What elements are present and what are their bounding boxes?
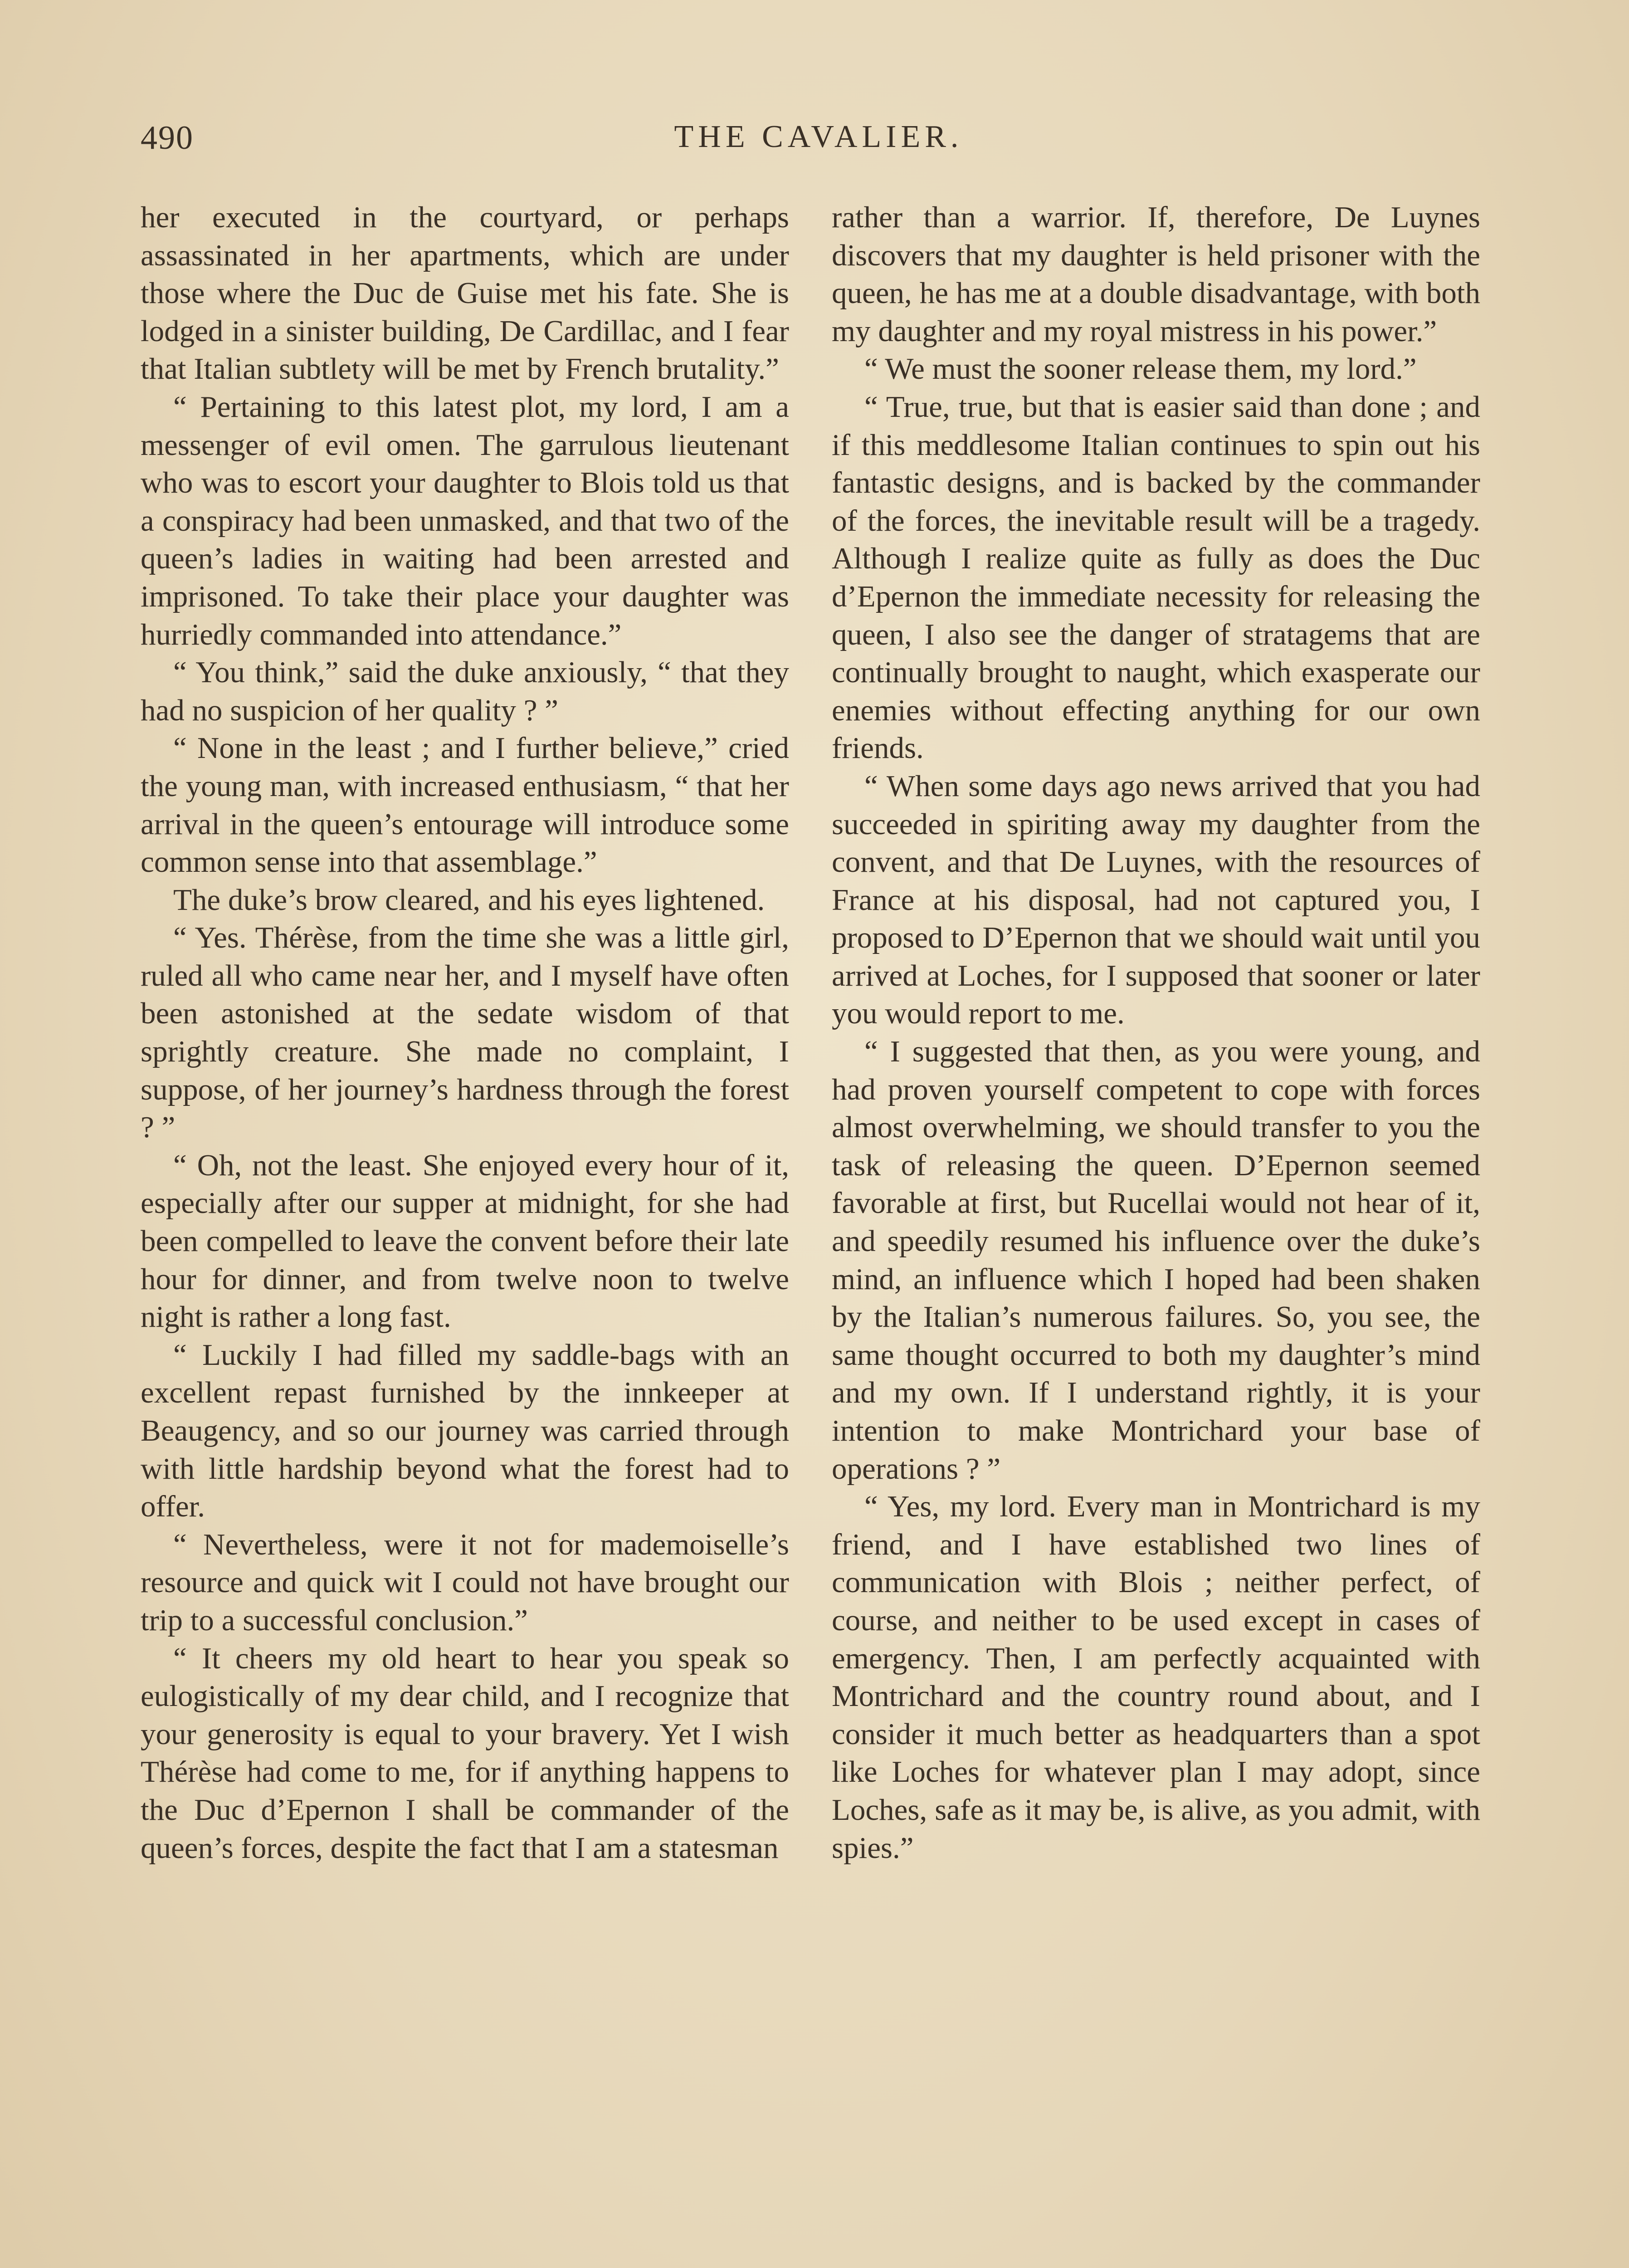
paragraph: “ Luckily I had filled my saddle-bags with an excellent repast furnished by the innkeeper at Beaugency, and so our journey was carried through with little hardship beyond what the forest had to offer. bbox=[141, 1338, 789, 1524]
paragraph: “ Nevertheless, were it not for mademoiselle’s resource and quick wit I could not have brought our trip to a successful conclusion.” bbox=[141, 1527, 789, 1637]
paragraph: “ I suggested that then, as you were young, and had proven yourself competent to cope with forces almost overwhelming, we should transfer to you the task of releasing the queen. D’Epernon seemed favorable at first, but Rucellai would not hear of it, and speedily resumed his influence over the duke’s mind, an influence which I hoped had been shaken by the Italian’s numerous failures. So, you see, the same thought occurred to both my daughter’s mind and my own. If I understand rightly, it is your intention to make Montrichard your base of operations ? ” bbox=[832, 1035, 1480, 1486]
paragraph: “ When some days ago news arrived that you had succeeded in spiriting away my daughter from the convent, and that De Luynes, with the resources of France at his disposal, had not captured you, I proposed to D’Epernon that we should wait until you arrived at Loches, for I supposed that sooner or later you would report to me. bbox=[832, 769, 1480, 1031]
paragraph: “ Yes. Thérèse, from the time she was a little girl, ruled all who came near her, and I myself have often been astonished at the sedate wisdom of that sprightly creature. She made no complaint, I suppose, of her journey’s hardness through the forest ? ” bbox=[141, 921, 789, 1144]
paragraph: The duke’s brow cleared, and his eyes lightened. bbox=[173, 883, 765, 917]
paragraph: “ You think,” said the duke anxiously, “ that they had no suspicion of her quality ? ” bbox=[141, 655, 789, 727]
paragraph: rather than a warrior. If, therefore, De Luynes discovers that my daughter is held prisoner with the queen, he has me at a double disadvantage, with both my daughter and my royal mistress in his power.” bbox=[832, 200, 1480, 348]
page-header bbox=[141, 119, 1497, 169]
paragraph: “ Oh, not the least. She enjoyed every hour of it, especially after our supper at midnight, for she had been compelled to leave the convent before their late hour for dinner, and from twelve noon to twelve night is rather a long fast. bbox=[141, 1148, 789, 1334]
paragraph: “ Yes, my lord. Every man in Montrichard is my friend, and I have established two lines of communication with Blois ; neither perfect, of course, and neither to be used except in cases of emergency. Then, I am perfectly acquainted with Montrichard and the country round about, and I consider it much better as headquarters than a spot like Loches for whatever plan I may adopt, since Loches, safe as it may be, is alive, as you admit, with spies.” bbox=[832, 1490, 1480, 1865]
paragraph: “ None in the least ; and I further believe,” cried the young man, with increased enthusiasm, “ that her arrival in the queen’s entourage will introduce some common sense into that assemblage.” bbox=[141, 731, 789, 879]
right-text-column bbox=[832, 199, 1480, 1867]
paragraph: “ We must the sooner release them, my lord.” bbox=[864, 352, 1417, 386]
left-text-column bbox=[141, 199, 789, 1867]
paragraph: “ Pertaining to this latest plot, my lord, I am a messenger of evil omen. The garrulous lieutenant who was to escort your daughter to Blois told us that a conspiracy had been unmasked, and that two of the queen’s ladies in waiting had been arrested and imprisoned. To take their place your daughter was hurriedly commanded into attendance.” bbox=[141, 390, 789, 651]
running-title: THE CAVALIER. bbox=[674, 119, 963, 154]
paragraph: “ It cheers my old heart to hear you speak so eulogistically of my dear child, and I recognize that your generosity is equal to your bravery. Yet I wish Thérèse had come to me, for if anything happens to the Duc d’Epernon I shall be commander of the queen’s forces, despite the fact that I am a statesman bbox=[141, 1641, 789, 1865]
paragraph: “ True, true, but that is easier said than done ; and if this meddlesome Italian continues to spin out his fantastic designs, and is backed by the commander of the forces, the inevitable result will be a tragedy. Although I realize quite as fully as does the Duc d’Epernon the immediate necessity for releasing the queen, I also see the danger of stratagems that are continually brought to naught, which exasperate our enemies without effecting anything for our own friends. bbox=[832, 390, 1480, 765]
page-number: 490 bbox=[141, 119, 194, 156]
paragraph: her executed in the courtyard, or perhaps assassinated in her apartments, which are under those where the Duc de Guise met his fate. She is lodged in a sinister building, De Cardillac, and I fear that Italian subtlety will be met by French brutality.” bbox=[141, 200, 789, 386]
